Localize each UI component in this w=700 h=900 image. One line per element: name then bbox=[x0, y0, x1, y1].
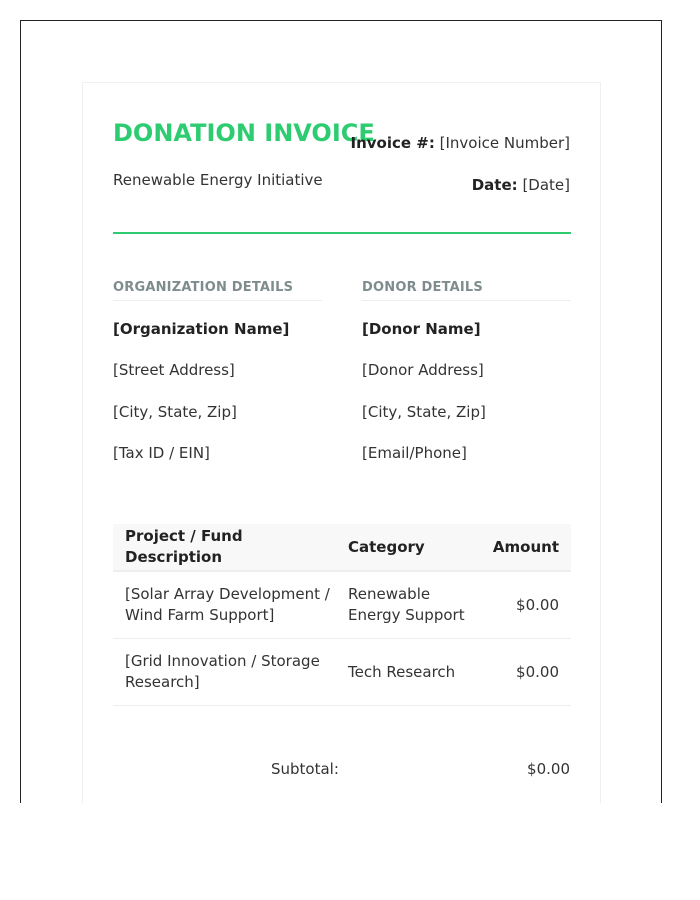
row-amount: $0.00 bbox=[516, 662, 559, 681]
column-header-amount: Amount bbox=[492, 537, 559, 556]
organization-tax-id: [Tax ID / EIN] bbox=[113, 444, 210, 462]
subtotal-label: Subtotal: bbox=[271, 760, 339, 778]
donor-address: [Donor Address] bbox=[362, 361, 484, 379]
organization-name: [Organization Name] bbox=[113, 320, 290, 338]
invoice-date-value: [Date] bbox=[522, 176, 570, 194]
header-divider bbox=[113, 232, 571, 234]
organization-city: [City, State, Zip] bbox=[113, 403, 237, 421]
invoice-number-row bbox=[351, 134, 570, 152]
invoice-title: DONATION INVOICE bbox=[113, 119, 375, 147]
invoice-date-row bbox=[472, 176, 570, 194]
initiative-name: Renewable Energy Initiative bbox=[113, 171, 323, 189]
invoice-number-value: [Invoice Number] bbox=[439, 134, 570, 152]
donor-name: [Donor Name] bbox=[362, 320, 481, 338]
organization-heading: ORGANIZATION DETAILS bbox=[113, 280, 322, 301]
donor-contact: [Email/Phone] bbox=[362, 444, 467, 462]
organization-address: [Street Address] bbox=[113, 361, 235, 379]
row-category: Tech Research bbox=[348, 662, 456, 681]
donor-heading: DONOR DETAILS bbox=[362, 280, 571, 301]
row-description: [Solar Array Development / Wind Farm Support] bbox=[125, 585, 330, 624]
table-row bbox=[113, 572, 571, 639]
donor-details bbox=[362, 280, 571, 462]
subtotal-value: $0.00 bbox=[527, 760, 570, 778]
invoice-sheet bbox=[82, 82, 601, 803]
invoice-number-label: Invoice #: bbox=[350, 134, 435, 152]
invoice-date-label: Date: bbox=[471, 176, 518, 194]
row-description: [Grid Innovation / Storage Research] bbox=[125, 652, 320, 691]
table-header bbox=[113, 524, 571, 572]
donor-city: [City, State, Zip] bbox=[362, 403, 486, 421]
organization-details bbox=[113, 280, 322, 462]
row-amount: $0.00 bbox=[516, 595, 559, 614]
page-frame bbox=[20, 20, 662, 803]
table-row bbox=[113, 639, 571, 706]
column-header-category: Category bbox=[348, 537, 425, 556]
donation-table bbox=[113, 524, 571, 706]
row-category: Renewable Energy Support bbox=[348, 585, 465, 624]
column-header-description: Project / Fund Description bbox=[125, 527, 243, 566]
